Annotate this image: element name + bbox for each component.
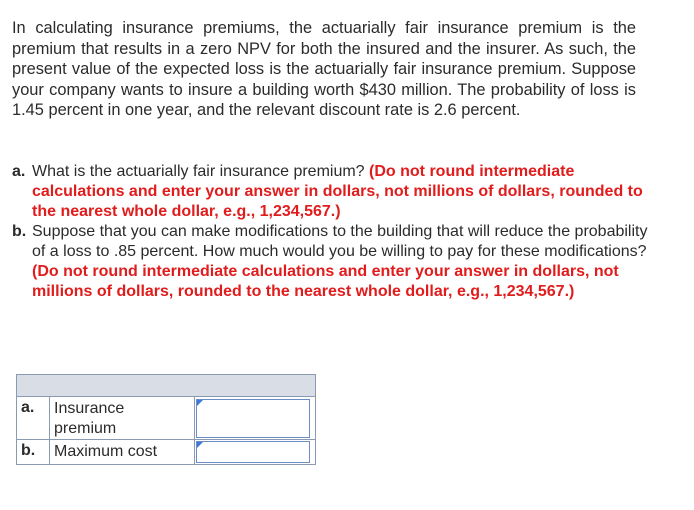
question-instruction: (Do not round intermediate calculations and enter your answer in dollars, not millions of dollars, rounded to the nearest whole dollar, e.g., 1,234,567.) xyxy=(32,163,643,220)
row-letter: b. xyxy=(17,440,50,465)
question-instruction: (Do not round intermediate calculations and enter your answer in dollars, not millions of dollars, rounded to the nearest whole dollar, e.g., 1,234,567.) xyxy=(32,263,619,300)
answer-cell xyxy=(195,397,316,440)
question-b xyxy=(12,222,652,302)
insurance-premium-input[interactable] xyxy=(196,399,310,438)
table-header-row xyxy=(17,375,316,397)
question-letter: a. xyxy=(12,163,26,180)
table-row xyxy=(17,440,316,465)
table-row xyxy=(17,397,316,440)
row-label: Insurance premium xyxy=(50,397,195,440)
row-label: Maximum cost xyxy=(50,440,195,465)
corner-marker-icon xyxy=(197,400,203,406)
question-a xyxy=(12,162,652,222)
answer-cell xyxy=(195,440,316,465)
row-letter: a. xyxy=(17,397,50,440)
table-header xyxy=(17,375,316,397)
corner-marker-icon xyxy=(197,442,203,448)
question-text: Suppose that you can make modifications to the building that will reduce the probability of a loss to .85 percent. How much would you be willing to pay for these modifications? xyxy=(32,223,648,260)
question-text: What is the actuarially fair insurance premium? xyxy=(32,163,370,180)
answer-table xyxy=(16,374,316,465)
question-list xyxy=(12,162,652,302)
question-letter: b. xyxy=(12,223,27,240)
problem-statement: In calculating insurance premiums, the actuarially fair insurance premium is the premium that results in a zero NPV for both the insured and the insurer. As such, the present value of the expected loss is the actuarially fair insurance premium. Suppose your company wants to insure a building worth $430 million. The probability of loss is 1.45 percent in one year, and the relevant discount rate is 2.6 percent. xyxy=(12,19,636,119)
maximum-cost-input[interactable] xyxy=(196,441,310,463)
